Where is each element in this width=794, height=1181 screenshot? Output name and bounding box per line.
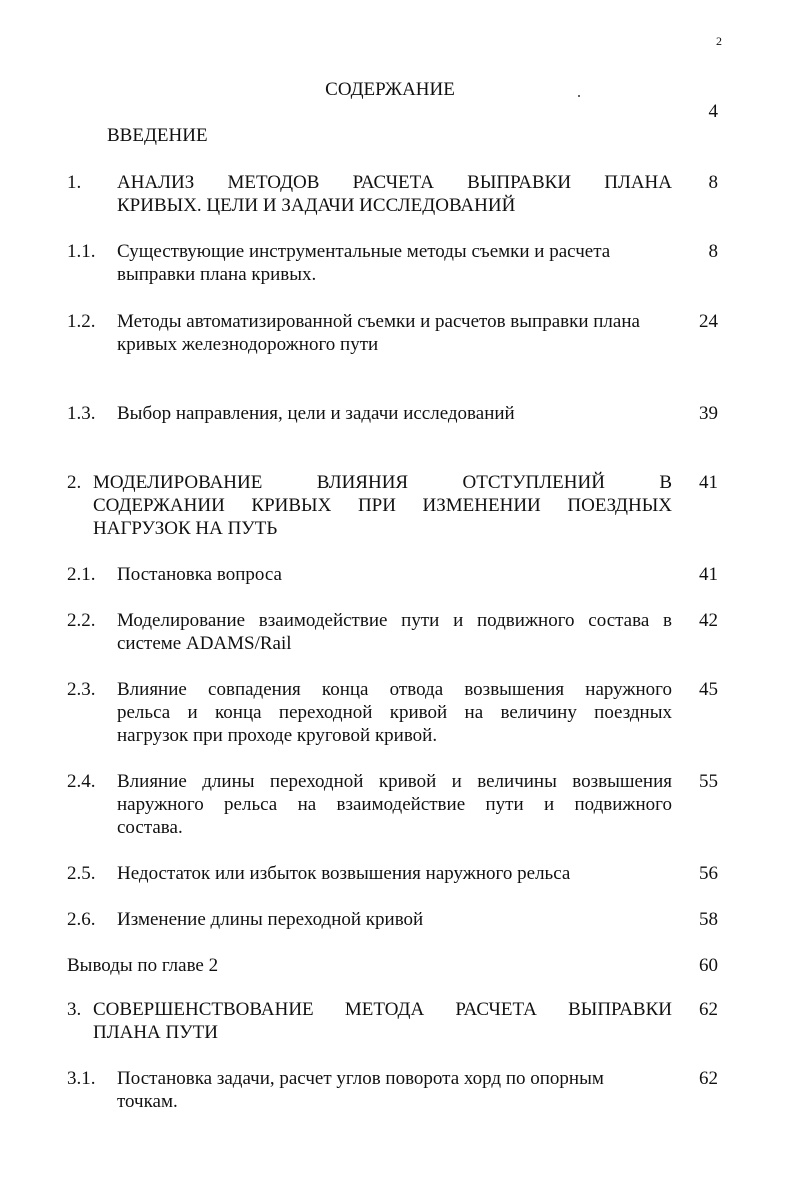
toc-page: 58 (699, 909, 718, 930)
toc-title: наружного рельса на взаимодействие пути и подвижного (117, 794, 672, 815)
toc-title: Постановка вопроса (117, 564, 282, 585)
toc-page-intro: 4 (708, 101, 718, 122)
toc-title: кривых железнодорожного пути (117, 334, 379, 355)
toc-number: 2.5. (67, 863, 96, 884)
toc-title: нагрузок при проходе круговой кривой. (117, 725, 438, 746)
toc-title: МОДЕЛИРОВАНИЕ ВЛИЯНИЯ ОТСТУПЛЕНИЙ В (93, 472, 672, 493)
toc-number: 2.4. (67, 771, 96, 792)
toc-number: 3. (67, 999, 82, 1020)
page-number: 2 (716, 34, 722, 48)
toc-number: 1.3. (67, 403, 96, 424)
toc-title: Выбор направления, цели и задачи исследований (117, 403, 515, 424)
toc-page: 39 (699, 403, 718, 424)
toc-title: системе ADAMS/Rail (117, 633, 292, 654)
toc-title: Методы автоматизированной съемки и расчетов выправки плана (117, 311, 640, 332)
toc-title: состава. (117, 817, 183, 838)
toc-number: 1.1. (67, 241, 96, 262)
toc-page: 41 (699, 564, 718, 585)
toc-title: Недостаток или избыток возвышения наружного рельса (117, 863, 571, 884)
toc-number: 2.1. (67, 564, 96, 585)
toc-page: 45 (699, 679, 718, 700)
toc-intro-label: ВВЕДЕНИЕ (107, 125, 208, 146)
toc-title: ПЛАНА ПУТИ (93, 1022, 219, 1043)
toc-title: НАГРУЗОК НА ПУТЬ (93, 518, 278, 539)
toc-number: 3.1. (67, 1068, 96, 1089)
toc-page: 60 (699, 955, 718, 976)
toc-title: Изменение длины переходной кривой (117, 909, 424, 930)
toc-page: 41 (699, 472, 718, 493)
toc-title: точкам. (117, 1091, 178, 1112)
toc-page: 42 (699, 610, 718, 631)
toc-number: 1.2. (67, 311, 96, 332)
toc-number: 2. (67, 472, 82, 493)
toc-title: АНАЛИЗ МЕТОДОВ РАСЧЕТА ВЫПРАВКИ ПЛАНА (117, 172, 672, 193)
page-title: СОДЕРЖАНИЕ (325, 79, 455, 100)
toc-title: Существующие инструментальные методы съемки и расчета (117, 241, 611, 262)
toc-title: Выводы по главе 2 (67, 955, 219, 976)
toc-number: 1. (67, 172, 82, 193)
toc-title: Моделирование взаимодействие пути и подвижного состава в (117, 610, 672, 631)
toc-title: СОВЕРШЕНСТВОВАНИЕ МЕТОДА РАСЧЕТА ВЫПРАВКИ (93, 999, 672, 1020)
toc-title: выправки плана кривых. (117, 264, 317, 285)
scan-speck (578, 95, 580, 97)
toc-page: 8 (708, 172, 718, 193)
toc-page: 62 (699, 999, 718, 1020)
toc-title: рельса и конца переходной кривой на величину поездных (117, 702, 672, 723)
toc-number: 2.3. (67, 679, 96, 700)
toc-title: КРИВЫХ. ЦЕЛИ И ЗАДАЧИ ИССЛЕДОВАНИЙ (117, 195, 516, 216)
toc-page: 62 (699, 1068, 718, 1089)
toc-title: Влияние совпадения конца отвода возвышения наружного (117, 679, 672, 700)
toc-page: 24 (699, 311, 718, 332)
toc-title: СОДЕРЖАНИИ КРИВЫХ ПРИ ИЗМЕНЕНИИ ПОЕЗДНЫХ (93, 495, 672, 516)
toc-page: 56 (699, 863, 718, 884)
toc-page: 55 (699, 771, 718, 792)
toc-title: Постановка задачи, расчет углов поворота хорд по опорным (117, 1068, 604, 1089)
toc-number: 2.6. (67, 909, 96, 930)
toc-number: 2.2. (67, 610, 96, 631)
toc-title: Влияние длины переходной кривой и величины возвышения (117, 771, 672, 792)
toc-page: 8 (708, 241, 718, 262)
